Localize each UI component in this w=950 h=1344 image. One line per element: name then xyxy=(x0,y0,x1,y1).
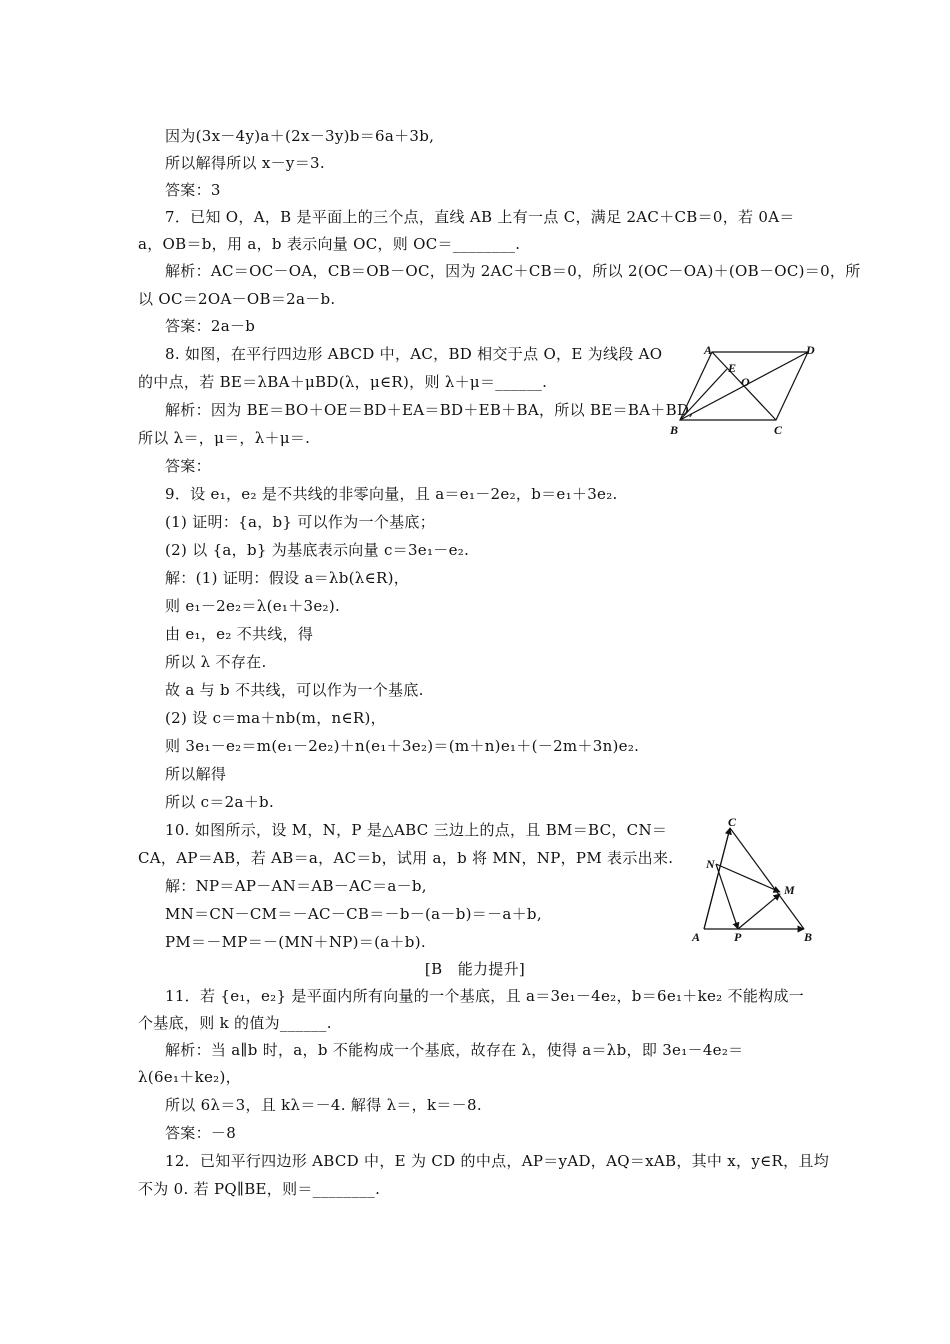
line-18: 则 e₁－2e₂＝λ(e₁＋3e₂). xyxy=(165,597,341,615)
line-33: 个基底，则 k 的值为______. xyxy=(138,1014,332,1032)
line-19: 由 e₁，e₂ 不共线，得 xyxy=(165,625,314,643)
line-9: 8. 如图，在平行四边形 ABCD 中，AC，BD 相交于点 O，E 为线段 AO xyxy=(165,345,663,363)
line-24: 所以解得 xyxy=(165,765,227,783)
line-36: 所以 6λ＝3，且 kλ＝－4. 解得 λ＝，k＝－8. xyxy=(165,1096,482,1114)
line-27: CA，AP＝AB，若 AB＝a，AC＝b，试用 a，b 将 MN，NP，PM 表示出来. xyxy=(138,849,674,867)
parallelogram-figure xyxy=(668,340,828,440)
fig1-label-o: O xyxy=(741,375,750,389)
line-20: 所以 λ 不存在. xyxy=(165,653,267,671)
fig1-label-c: C xyxy=(774,423,783,437)
fig2-label-a: A xyxy=(692,930,701,944)
line-12: 所以 λ＝，μ＝，λ＋μ＝. xyxy=(138,429,311,447)
line-35: λ(6e₁＋ke₂)， xyxy=(138,1068,241,1086)
line-11: 解析：因为 BE＝BO＋OE＝BD＋EA＝BD＋EB＋BA，所以 BE＝BA＋BD, xyxy=(165,401,694,419)
fig2-label-n: N xyxy=(706,857,715,871)
line-37: 答案：－8 xyxy=(165,1124,237,1142)
line-38: 12．已知平行四边形 ABCD 中，E 为 CD 的中点，AP＝yAD，AQ＝xAB，其中 x，y∈R，且均 xyxy=(165,1152,830,1170)
line-15: (1) 证明：{a，b} 可以作为一个基底； xyxy=(165,513,436,531)
line-3: 答案：3 xyxy=(165,181,221,199)
fig1-label-e: E xyxy=(728,361,737,375)
line-13: 答案： xyxy=(165,457,211,475)
fig2-label-c: C xyxy=(728,815,737,829)
line-16: (2) 以 {a，b} 为基底表示向量 c＝3e₁－e₂. xyxy=(165,541,470,559)
line-10: 的中点，若 BE＝λBA＋μBD(λ，μ∈R)，则 λ＋μ＝______. xyxy=(138,373,548,391)
line-34: 解析：当 a∥b 时，a，b 不能构成一个基底，故存在 λ，使得 a＝λb，即 3e₁－4e₂＝ xyxy=(165,1041,744,1059)
fig1-label-d: D xyxy=(806,343,815,357)
section-heading: [B 能力提升] xyxy=(424,960,526,978)
line-26: 10. 如图所示，设 M，N，P 是△ABC 三边上的点，且 BM＝BC，CN＝ xyxy=(165,821,668,839)
line-21: 故 a 与 b 不共线，可以作为一个基底. xyxy=(165,681,424,699)
fig2-label-m: M xyxy=(784,883,795,897)
fig1-label-b: B xyxy=(670,423,679,437)
triangle-figure xyxy=(684,812,824,947)
line-1: 因为(3x－4y)a＋(2x－3y)b＝6a＋3b, xyxy=(165,127,435,145)
line-28: 解：NP＝AP－AN＝AB－AC＝a－b, xyxy=(165,877,427,895)
line-25: 所以 c＝2a＋b. xyxy=(165,793,275,811)
line-22: (2) 设 c＝ma＋nb(m，n∈R)， xyxy=(165,709,386,727)
line-32: 11．若 {e₁，e₂} 是平面内所有向量的一个基底，且 a＝3e₁－4e₂，b＝6e₁＋ke₂ 不能构成一 xyxy=(165,987,805,1005)
line-6: 解析：AC＝OC－OA，CB＝OB－OC，因为 2AC＋CB＝0，所以 2(OC－OA)＋(OB－OC)＝0，所 xyxy=(165,262,861,280)
line-17: 解：(1) 证明：假设 a＝λb(λ∈R)， xyxy=(165,569,410,587)
line-5: a，OB＝b，用 a，b 表示向量 OC，则 OC＝________. xyxy=(138,235,521,253)
line-29: MN＝CN－CM＝－AC－CB＝－b－(a－b)＝－a＋b, xyxy=(165,905,542,923)
line-7: 以 OC＝2OA－OB＝2a－b. xyxy=(138,290,336,308)
fig2-label-p: P xyxy=(734,930,742,944)
line-14: 9．设 e₁，e₂ 是不共线的非零向量，且 a＝e₁－2e₂，b＝e₁＋3e₂. xyxy=(165,485,618,503)
fig2-label-b: B xyxy=(804,930,813,944)
line-23: 则 3e₁－e₂＝m(e₁－2e₂)＋n(e₁＋3e₂)＝(m＋n)e₁＋(－2m＋3n)e₂. xyxy=(165,737,640,755)
line-8: 答案：2a－b xyxy=(165,317,256,335)
line-4: 7．已知 O，A，B 是平面上的三个点，直线 AB 上有一点 C，满足 2AC＋CB＝0，若 0A＝ xyxy=(165,208,795,226)
line-39: 不为 0. 若 PQ∥BE，则＝________. xyxy=(138,1180,381,1198)
line-2: 所以解得所以 x－y＝3. xyxy=(165,154,325,172)
line-30: PM＝－MP＝－(MN＋NP)＝(a＋b). xyxy=(165,933,426,951)
fig1-label-a: A xyxy=(704,343,713,357)
